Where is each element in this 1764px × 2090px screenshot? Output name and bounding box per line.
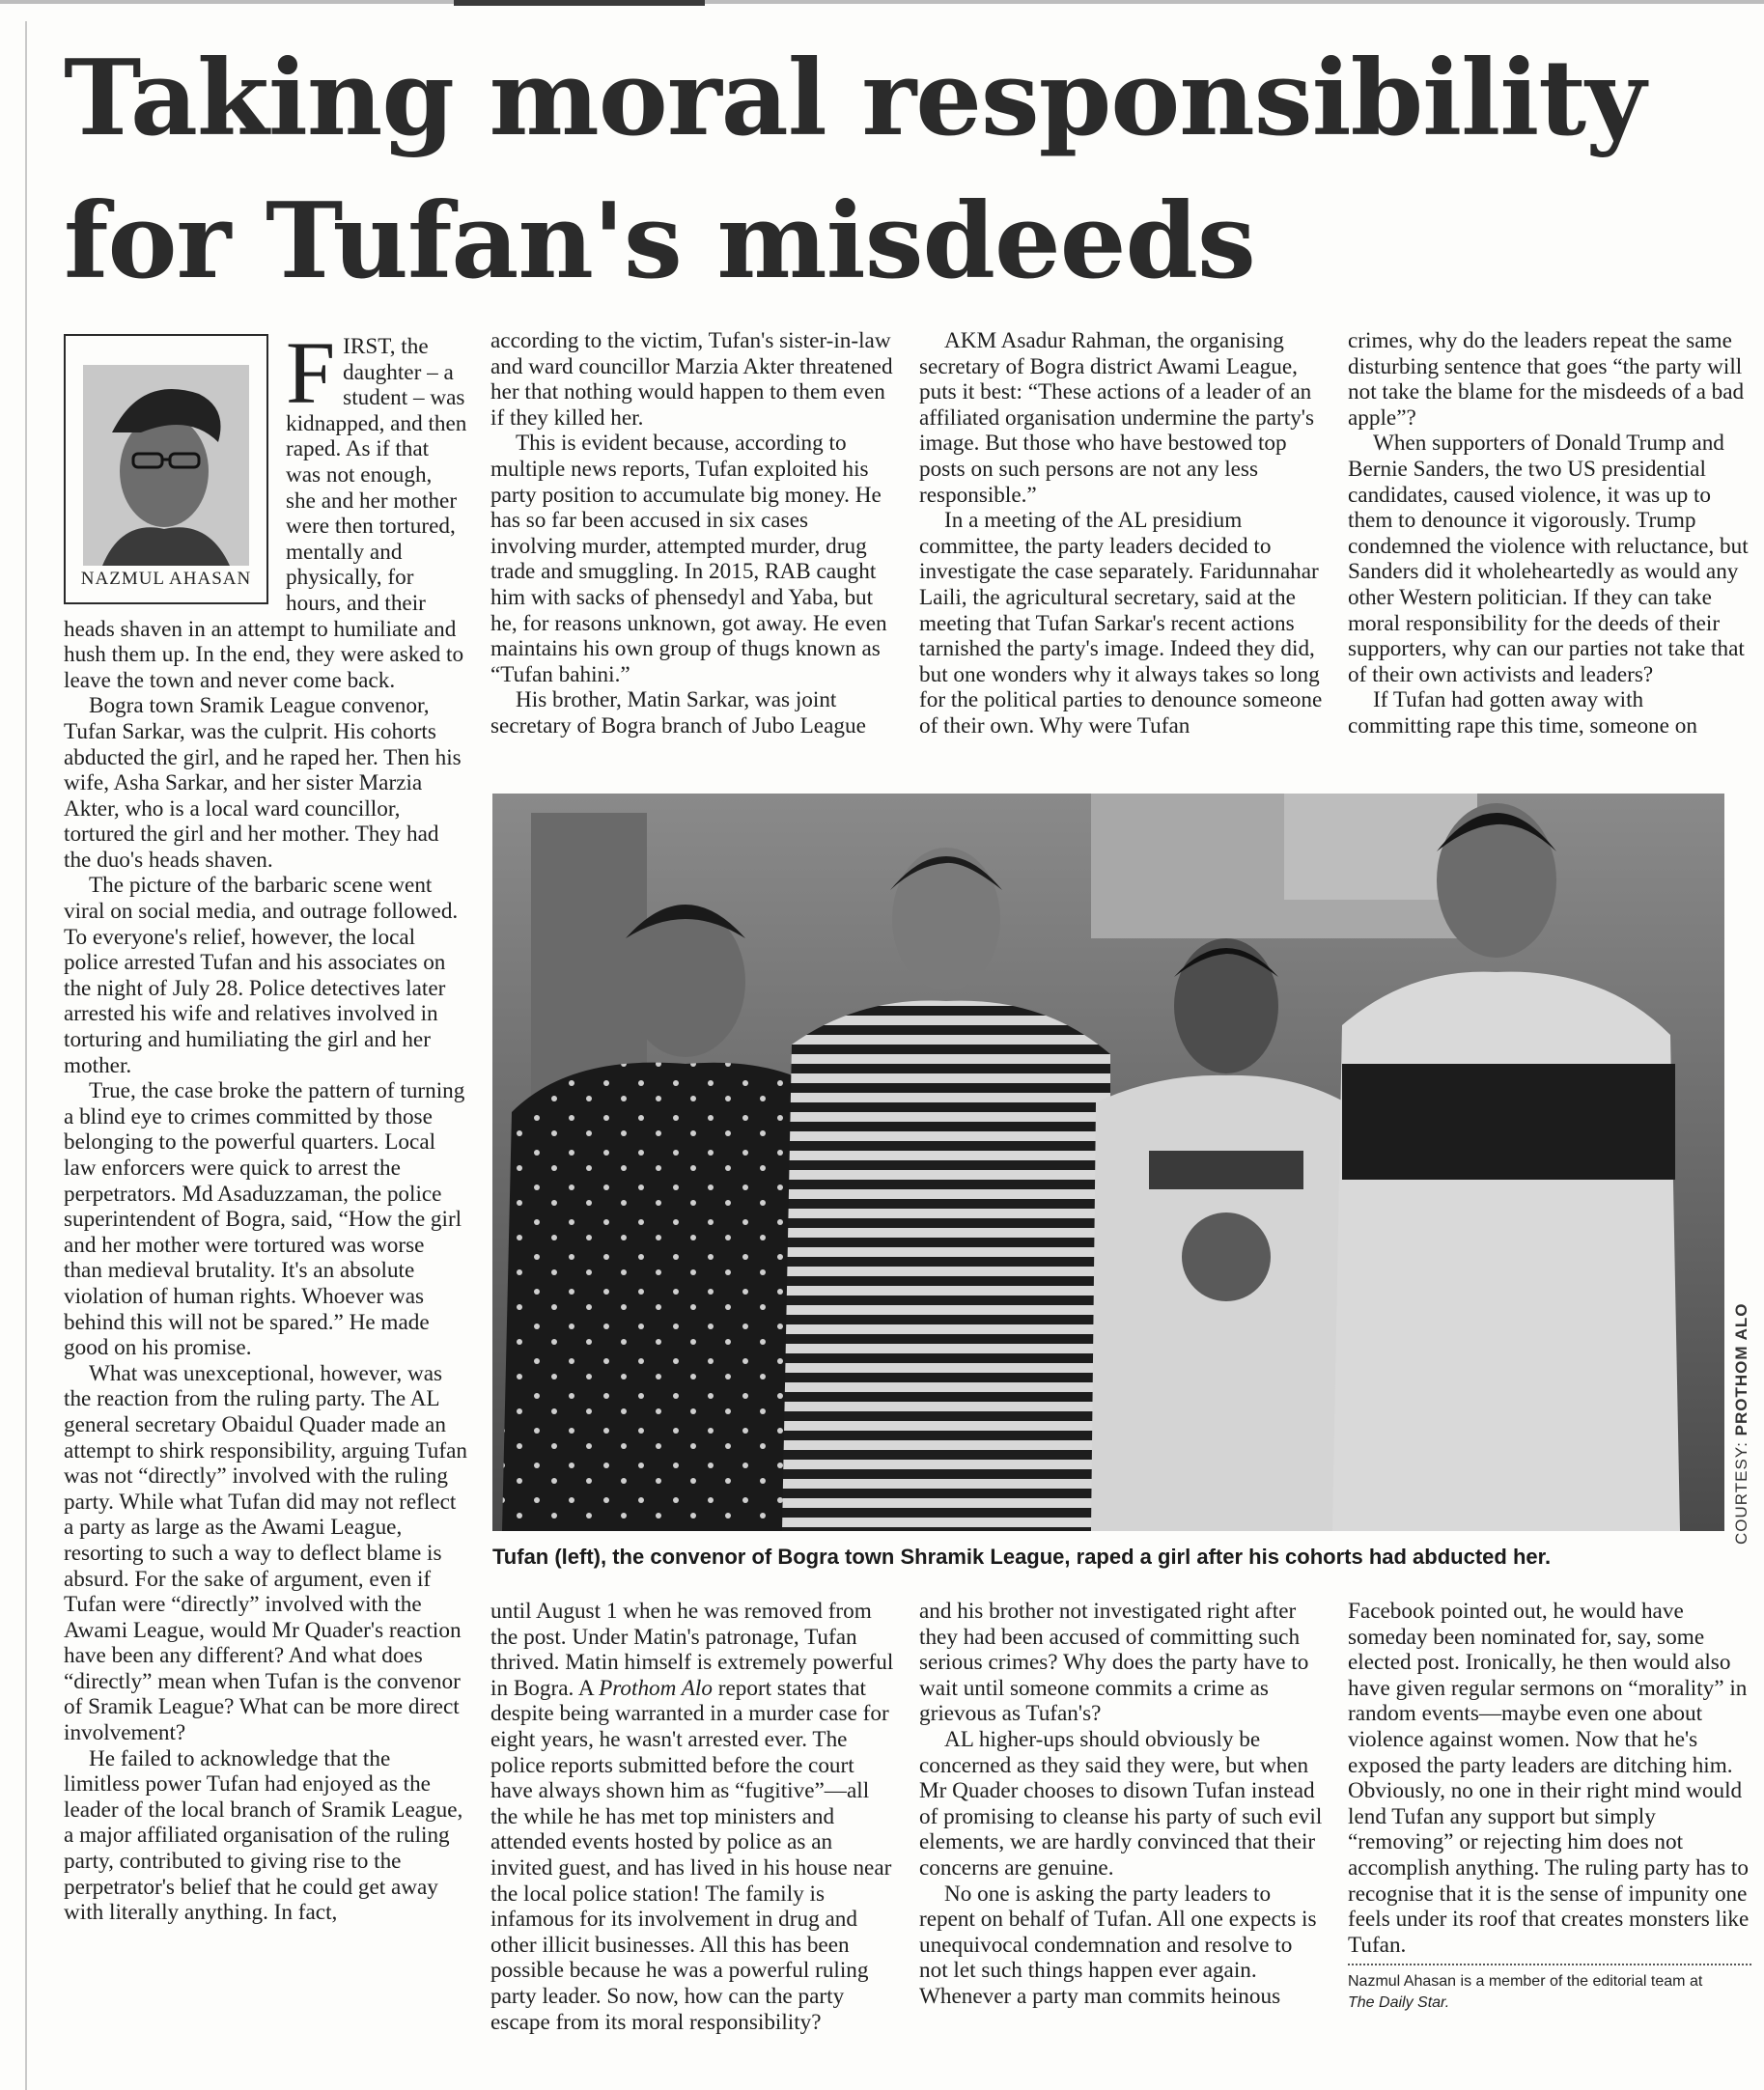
- paragraph-text: report states that despite being warranted in a murder case for eight years, he wasn't arrested ever. The police reports submitted before the court have always shown him as “fugitive”—all the while he has met top ministers and attended events hosted by police as an invited guest, and has lived in his house near the local police station! The family is infamous for its involvement in drug and other illicit businesses. All this has been possible because he was a powerful ruling party leader. So now, how can the party escape from its moral responsibility?: [490, 1675, 892, 2035]
- author-bio: [1348, 1971, 1751, 2014]
- article-column-4-continued: [1348, 1599, 1751, 2014]
- author-name: NAZMUL AHASAN: [80, 569, 252, 590]
- article-column-2: [490, 328, 894, 739]
- headline-line-1: Taking moral responsibility: [64, 38, 1645, 159]
- top-rule: [0, 0, 1764, 4]
- photo-credit-source: PROTHOM ALO: [1732, 1302, 1750, 1436]
- paragraph: His brother, Matin Sarkar, was joint secretary of Bogra branch of Jubo League: [490, 687, 866, 738]
- article-column-2-continued: [490, 1599, 894, 2035]
- paragraph: When supporters of Donald Trump and Bernie Sanders, the two US presidential candidates, caused violence, it was up to them to denounce it vigorously. Trump condemned the violence with reluctance, but Sanders did it wholeheartedly as would any other Western politician. If they can take moral responsibility for the deeds of their supporters, why can our parties not take that of their own activists and leaders?: [1348, 431, 1749, 687]
- paragraph-5: What was unexceptional, however, was the reaction from the ruling party. The AL general secretary Obaidul Quader made an attempt to shirk responsibility, arguing Tufan was not “directly” involved with the ruling party. While what Tufan did may not reflect a party as large as the Awami League, resorting to such a way to deflect blame is absurd. For the sake of argument, even if Tufan were “directly” involved with the Awami League, would Mr Quader's reaction have been any different? And what does “directly” mean when Tufan is the convenor of Sramik League? What can be more direct involvement?: [64, 1360, 468, 1746]
- paragraph: Facebook pointed out, he would have someday been nominated for, say, some elected post. Ironically, he then would also have given regular sermons on “morality” in random events—maybe even one about violence against women. Now that he's exposed the party leaders are ditching him. Obviously, no one in their right mind would lend Tufan any support but simply “removing” or rejecting him does not accomplish anything. The ruling party has to recognise that it is the sense of impunity one feels under its roof that creates monsters like Tufan.: [1348, 1599, 1750, 1958]
- photo-caption: Tufan (left), the convenor of Bogra town Shramik League, raped a girl after his cohorts had abducted her.: [492, 1545, 1552, 1569]
- paragraph-4: True, the case broke the pattern of turning a blind eye to crimes committed by those belonging to the powerful quarters. Local law enforcers were quick to arrest the perpetrators. Md Asaduzzaman, the police superintendent of Bogra, said, “How the girl and her mother were tortured was worse than medieval brutality. It's an absolute violation of human rights. Whoever was behind this will not be spared.” He made good on his promise.: [64, 1078, 465, 1361]
- author-photo-art: [83, 365, 249, 566]
- paragraph: according to the victim, Tufan's sister-in-law and ward councillor Marzia Akter threatened her that nothing would happen to them even if they killed her.: [490, 328, 893, 431]
- photo-credit-prefix: COURTESY:: [1732, 1435, 1750, 1545]
- column-rule-left: [25, 21, 27, 2090]
- paragraph-6: He failed to acknowledge that the limitless power Tufan had enjoyed as the leader of the local branch of Sramik League, a major affiliated organisation of the ruling party, contributed to giving rise to the perpetrator's belief that he could get away with literally anything. In fact,: [64, 1745, 463, 1926]
- paragraph-text: until August 1 when he was removed from the post. Under Matin's patronage, Tufan thrived. Matin himself is extremely powerful in Bogra. A: [490, 1599, 894, 1701]
- paragraph-1-text: IRST, the daughter – a student – was kidnapped, and then raped. As if that was not enough, she and her mother were then tortured, mentally and physically, for hours, and their heads shaven in an attempt to humiliate and hush them up. In the end, they were asked to leave the town and never come back.: [64, 334, 467, 693]
- author-bio-publication: The Daily Star.: [1348, 1994, 1450, 2012]
- author-headshot-box: [64, 334, 268, 604]
- article-column-3: [919, 328, 1323, 739]
- paragraph: This is evident because, according to multiple news reports, Tufan exploited his party position to accumulate big money. He has so far been accused in six cases involving murder, attempted murder, drug trade and smuggling. In 2015, RAB caught him with sacks of phensedyl and Yaba, but he, for reasons unknown, got away. He even maintains his own group of thugs known as “Tufan bahini.”: [490, 431, 887, 687]
- news-photo: [492, 794, 1724, 1531]
- paragraph-3: The picture of the barbaric scene went viral on social media, and outrage followed. To everyone's relief, however, the local police arrested Tufan and his associates on the night of July 28. Police detectives later arrested his wife and relatives involved in torturing and humiliating the girl and her mother.: [64, 873, 459, 1078]
- photo-credit: [1732, 1302, 1751, 1545]
- bio-divider: [1348, 1964, 1751, 1965]
- section-tab: [454, 0, 705, 6]
- paragraph: crimes, why do the leaders repeat the same disturbing sentence that goes “the party will not take the blame for the misdeeds of a bad apple”?: [1348, 328, 1745, 431]
- publication-name: Prothom Alo: [599, 1675, 713, 1701]
- article-column-4: [1348, 328, 1751, 739]
- paragraph: and his brother not investigated right after they had been accused of committing such serious crimes? Why does the party have to wait until someone commits a crime as grievous as Tufan's?: [919, 1599, 1309, 1727]
- headline-line-2: for Tufan's misdeeds: [64, 181, 1255, 302]
- paragraph: AL higher-ups should obviously be concerned as they said they were, but when Mr Quader chooses to disown Tufan instead of promising to cleanse his party of such evil elements, we are hardly convinced that their concerns are genuine.: [919, 1726, 1323, 1881]
- paragraph: [490, 1599, 894, 2035]
- paragraph: AKM Asadur Rahman, the organising secretary of Bogra district Awami League, puts it best: “These actions of a leader of an affiliated organisation undermine the party's image. But those who have bestowed top posts on such persons are not any less responsible.”: [919, 328, 1314, 508]
- author-photo: [83, 365, 249, 566]
- paragraph: In a meeting of the AL presidium committee, the party leaders decided to investigate the case separately. Faridunnahar Laili, the agricultural secretary, said at the meeting that Tufan Sarkar's recent actions tarnished the party's image. Indeed they did, but one wonders why it always takes so long for the political parties to denounce someone of their own. Why were Tufan: [919, 508, 1323, 738]
- drop-cap: F: [286, 323, 336, 422]
- paragraph: No one is asking the party leaders to repent on behalf of Tufan. All one expects is unequivocal condemnation and resolve to not let such things happen ever again. Whenever a party man commits heinous: [919, 1881, 1317, 2009]
- author-bio-text: Nazmul Ahasan is a member of the editorial team at: [1348, 1973, 1703, 1991]
- news-photo-art: [492, 794, 1724, 1531]
- paragraph: If Tufan had gotten away with committing rape this time, someone on: [1348, 687, 1697, 738]
- paragraph-2: Bogra town Sramik League convenor, Tufan Sarkar, was the culprit. His cohorts abducted the girl, and he raped her. Then his wife, Asha Sarkar, and her sister Marzia Akter, who is a local ward councillor, tortured the girl and her mother. They had the duo's heads shaven.: [64, 693, 462, 873]
- headline: [64, 27, 1744, 313]
- article-column-1: [64, 323, 468, 1926]
- article-column-3-continued: [919, 1599, 1323, 2010]
